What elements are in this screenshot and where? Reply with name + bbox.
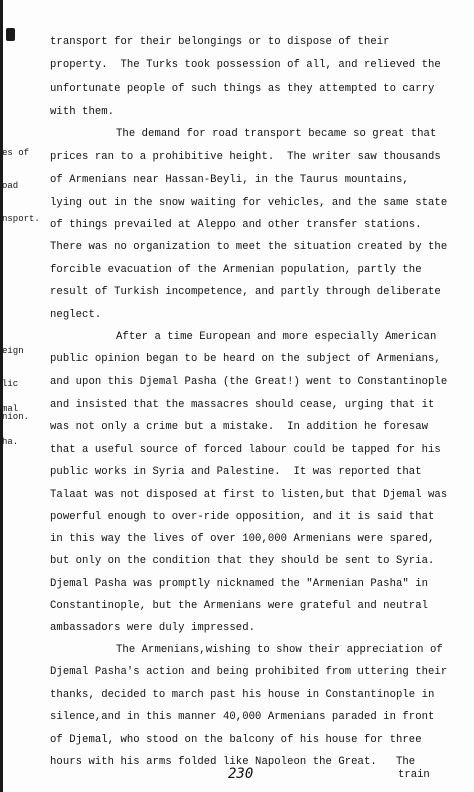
text-line: thanks, decided to march past his house in Constantinople in <box>50 689 435 701</box>
text-line: Constantinople, but the Armenians were grateful and neutral <box>50 600 429 612</box>
binding-hole-mark <box>6 28 15 41</box>
text-line: property. The Turks took possession of all, and relieved the <box>50 59 441 71</box>
text-line: Djemal Pasha's action and being prohibited from uttering their <box>50 666 448 678</box>
text-line: of Armenians near Hassan-Beyli, in the Taurus mountains, <box>50 174 409 186</box>
text-line: lying out in the snow waiting for vehicles, and the same state <box>50 197 448 209</box>
catchword: train <box>398 769 430 781</box>
text-line: public opinion began to be heard on the subject of Armenians, <box>50 353 441 365</box>
margin-note-road-transport: es of oad nsport. <box>2 148 40 224</box>
text-line: Talaat was not disposed at first to listen,but that Djemal was <box>50 489 448 501</box>
text-line: public works in Syria and Palestine. It was reported that <box>50 466 422 478</box>
text-line: but only on the condition that they should be sent to Syria. <box>50 555 435 567</box>
text-line: that a useful source of forced labour could be tapped for his <box>50 444 441 456</box>
text-line: Djemal Pasha was promptly nicknamed the "Armenian Pasha" in <box>50 578 429 590</box>
page-number: 230 <box>228 766 254 782</box>
text-line: in this way the lives of over 100,000 Armenians were spared, <box>50 533 435 545</box>
text-line: powerful enough to over-ride opposition, and it is said that <box>50 511 435 523</box>
text-line: unfortunate people of such things as they attempted to carry <box>50 83 435 95</box>
text-line: was not only a crime but a mistake. In addition he foresaw <box>50 421 429 433</box>
text-line: ambassadors were duly impressed. <box>50 622 256 634</box>
text-line: silence,and in this manner 40,000 Armenians paraded in front <box>50 711 435 723</box>
text-line: The demand for road transport became so great that <box>116 128 437 140</box>
text-line: result of Turkish incompetence, and partly through deliberate <box>50 286 441 298</box>
text-line: After a time European and more especially American <box>116 331 437 343</box>
text-line: and insisted that the massacres should cease, urging that it <box>50 399 435 411</box>
text-line: The Armenians,wishing to show their appreciation of <box>116 644 443 656</box>
text-line: transport for their belongings or to dispose of their <box>50 36 390 48</box>
text-line: with them. <box>50 106 115 118</box>
text-line: prices ran to a prohibitive height. The writer saw thousands <box>50 151 441 163</box>
text-line: of things prevailed at Aleppo and other transfer stations. <box>50 219 422 231</box>
text-line: and upon this Djemal Pasha (the Great!) went to Constantinople <box>50 376 448 388</box>
text-line: hours with his arms folded like Napoleon the Great. The <box>50 756 416 768</box>
text-line: neglect. <box>50 309 102 321</box>
text-line: There was no organization to meet the situation created by the <box>50 241 448 253</box>
margin-note-djemal-pasha: mal ha. <box>2 404 19 447</box>
margin-note-foreign-opinion: eign lic nion. <box>2 346 30 422</box>
text-line: forcible evacuation of the Armenian population, partly the <box>50 264 422 276</box>
text-line: of Djemal, who stood on the balcony of his house for three <box>50 734 422 746</box>
